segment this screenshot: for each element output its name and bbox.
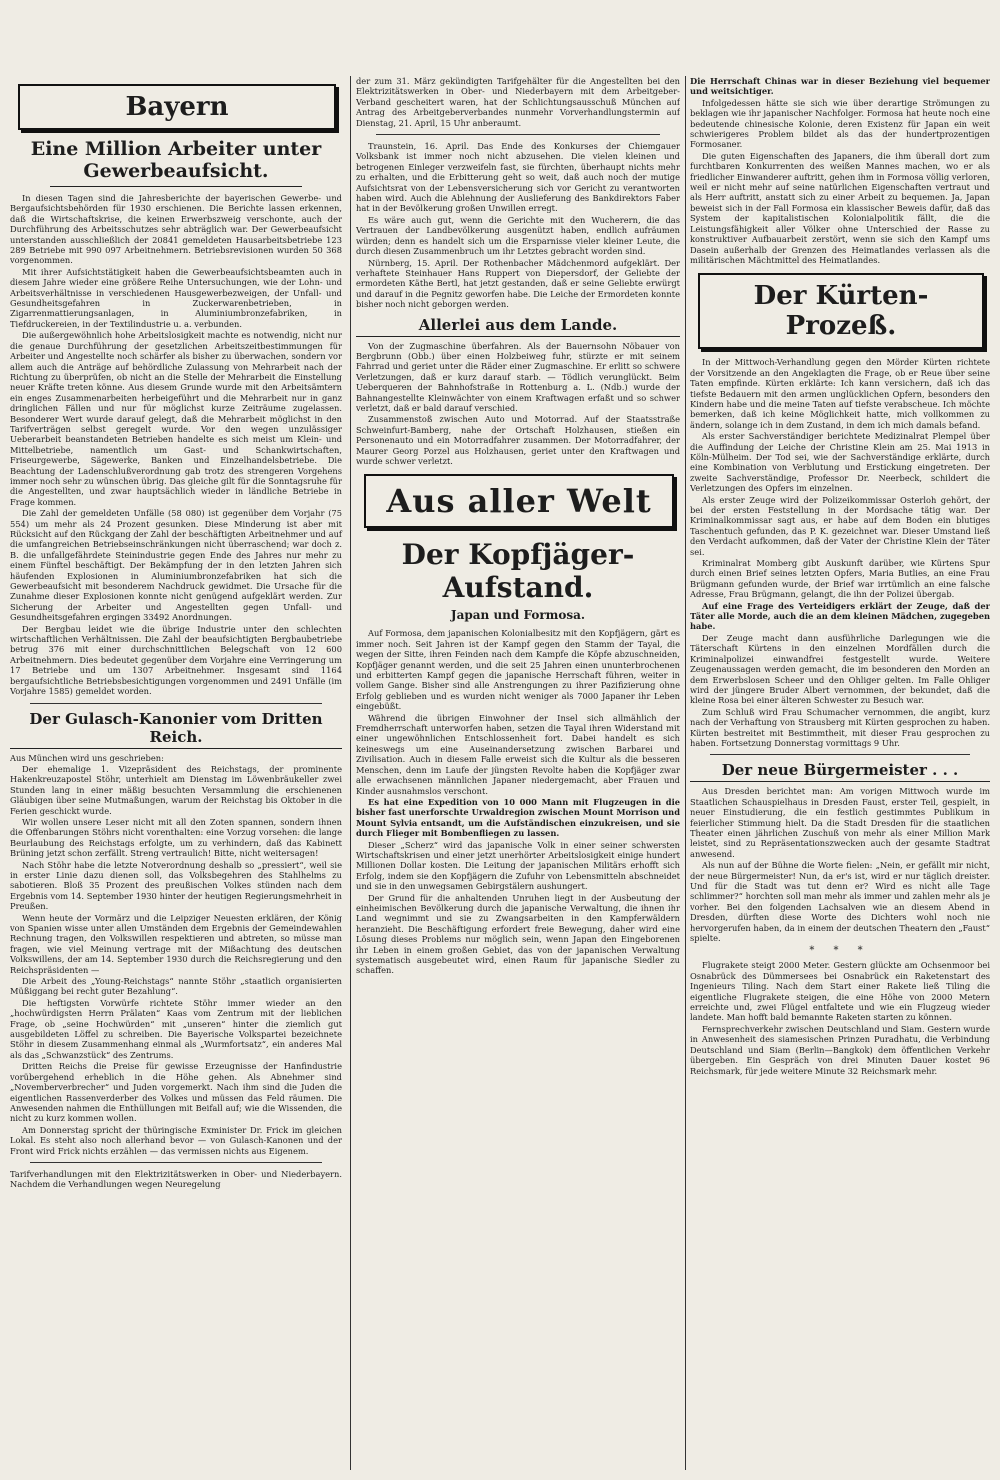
article-headline: Eine Million Arbeiter unter Gewerbeaufsicht. bbox=[30, 138, 322, 182]
article-paragraph: Dritten Reichs die Preise für gewisse Erzeugnisse der Hanfindustrie vorübergehend erheblich in die Höhe gehen. Als Abnehmer sind „Novemberverbrecher“ und Juden vorgemerkt. Nach ihm sind die Juden die eigentlichen Rassenverderber des Volkes und müssen das Feld räumen. Die Anwesenden nahmen die Enthüllungen mit Beifall auf; wie die Wissenden, die nicht zu kurz kommen wollen. bbox=[10, 1061, 342, 1124]
article-paragraph: Tarifverhandlungen mit den Elektrizitätswerken in Ober- und Niederbayern. Nachdem die Verhandlungen wegen Neuregelung bbox=[10, 1168, 342, 1190]
column-middle bbox=[356, 76, 680, 1470]
article-paragraph: In der Mittwoch-Verhandlung gegen den Mörder Kürten richtete der Vorsitzende an den Angeklagten die Frage, ob er Reue über seine Taten empfinde. Kürten erklärte: Ich kann versichern, daß ich das tiefste Bedauern mit den armen unglücklichen Opfern, besonders den Kindern habe und die meine Taten auf tiefste verabscheue. Ich möchte bemerken, daß ich keine Möglichkeit hatte, mich vollkommen zu ändern, solange ich in dem Zustand, in dem ich mich damals befand. bbox=[690, 357, 990, 430]
column-rule bbox=[685, 76, 686, 1470]
article-paragraph: Traunstein, 16. April. Das Ende des Konkurses der Chiemgauer Volksbank ist immer noch nicht abzusehen. Die vielen kleinen und betrogenen Einleger verzweifeln fast, sie fürchten, überhaupt nichts mehr zu erhalten, und die Erbitterung geht so weit, daß auch noch der mutige Aufsichtsrat von der Lebensversicherung sich vor Gericht zu verantworten haben wird. Auch die Ablehnung der Auslieferung des Bankdirektors Faber hat in der Bevölkerung großen Unwillen erregt. bbox=[356, 141, 680, 214]
article-paragraph: Die Zahl der gemeldeten Unfälle (58 080) ist gegenüber dem Vorjahr (75 554) um mehr als 24 Prozent gesunken. Diese Minderung ist aber mit Rücksicht auf den Rückgang der Zahl der beschäftigten Arbeitnehmer und auf die umfangreichen Betriebseinschränkungen nicht überraschend; war doch z. B. die unfallgefährdete Steinindustrie gegen Ende des Jahres nur mehr zu einem Fünftel beschäftigt. Der Bekämpfung der in den letzten Jahren sich häufenden Explosionen in Aluminiumbronzefabriken hat sich die Gewerbeaufsicht mit besonderem Nachdruck gewidmet. Die Ursache für die Zunahme dieser Explosionen konnte nicht genügend aufgeklärt werden. Zur Sicherung der Arbeiter und Angestellten gegen Unfall- und Gesundheitsgefahren ergingen 33492 Anordnungen. bbox=[10, 508, 342, 623]
article-paragraph: Flugrakete steigt 2000 Meter. Gestern glückte am Ochsenmoor bei Osnabrück des Dümmersees bei Osnabrück ein Raketenstart des Ingenieurs Tiling. Nach dem Start einer Rakete ließ Tiling die eigentliche Flugrakete steigen, die eine Höhe von 2000 Metern erreichte und, zwei Flügel entfaltete und wie ein Flugzeug wieder landete. Man hofft bald bemannte Raketen starten zu können. bbox=[690, 960, 990, 1023]
article-paragraph: Zusammenstoß zwischen Auto und Motorrad. Auf der Staatsstraße Schweinfurt-Bamberg, nahe der Ortschaft Holzhausen, stießen ein Personenauto und ein Motorradfahrer zusammen. Der Motorradfahrer, der Maurer Georg Porzel aus Holzhausen, geriet unter den Kraftwagen und wurde schwer verletzt. bbox=[356, 414, 680, 466]
column-right bbox=[690, 76, 990, 1470]
article-paragraph: Die guten Eigenschaften des Japaners, die ihm überall dort zum furchtbaren Konkurrenten des weißen Mannes machen, wo er als friedlicher Einwanderer auftritt, gehen ihm in Formosa völlig verloren, weil er nicht mehr auf seine natürlichen Eigenschaften vertraut und als Herr auftritt, anstatt sich zu einer Arbeit zu bequemen. Ja, Japan beweist sich in der Fall Formosa ein klassischer Beweis dafür, daß das System der kapitalistischen Kolonialpolitik fällt, die die Leistungsfähigkeit aller Völker ohne Unterschied der Rasse zu konstruktiver Aufbauarbeit zerstört, wenn sie sich den Kampf ums Dasein außerhalb der Grenzen des Heimatlandes verlassen als die militärischen Mächtmittel des Heimatlandes. bbox=[690, 150, 990, 265]
article-paragraph: Auf eine Frage des Verteidigers erklärt der Zeuge, daß der Täter alle Morde, auch die an dem kleinen Mädchen, zugegeben habe. bbox=[690, 600, 990, 632]
article-paragraph: Als erster Zeuge wird der Polizeikommissar Osterloh gehört, der bei der ersten Feststellung in der Mordsache tätig war. Der Kriminalkommissar sagt aus, er habe auf dem Boden ein blutiges Taschentuch gefunden, das P. K. gezeichnet war. Dieser Umstand ließ den Verdacht aufkommen, daß der Vater der Christine Klein der Täter sei. bbox=[690, 494, 990, 557]
article-paragraph: Der ehemalige 1. Vizepräsident des Reichstags, der prominente Hakenkreuzapostel Stöhr, unterhielt am Dienstag im Löwenbräukeller zwei Stunden lang in einer mäßig besuchten Versammlung die erschienenen Gläubigen über seine Mutmaßungen, warum der Reichstag bis Oktober in die Ferien geschickt wurde. bbox=[10, 763, 342, 816]
article-subheadline: Japan und Formosa. bbox=[450, 608, 586, 623]
section-heading-bayern: Bayern bbox=[18, 84, 336, 130]
section-heading-aus-aller-welt: Aus aller Welt bbox=[364, 474, 674, 528]
article-paragraph: Die heftigsten Vorwürfe richtete Stöhr immer wieder an den „hochwürdigsten Herrn Prälaten“ Kaas vom Zentrum mit der lieblichen Frage, ob „seine Hochwürden“ mit „unseren“ hinter die ziemlich gut ausgebildeten Löffel zu schreiben. Die Bayerische Volkspartei bezeichnete Stöhr in diesem Zusammenhang einmal als „Wurmfortsatz“, ein anderes Mal als das „Schwanzstück“ des Zentrums. bbox=[10, 997, 342, 1060]
article-paragraph: Nürnberg, 15. April. Der Rothenbacher Mädchenmord aufgeklärt. Der verhaftete Steinhauer Hans Ruppert von Diepersdorf, der Geliebte der ermordeten Käthe Bertl, hat jetzt gestanden, daß er seine Geliebte erwürgt und darauf in die Pegnitz geworfen habe. Die Leiche der Ermordeten konnte bisher noch nicht geborgen werden. bbox=[356, 257, 680, 310]
article-headline: Der Gulasch-Kanonier vom Dritten Reich. bbox=[10, 710, 342, 749]
article-paragraph: Als nun auf der Bühne die Worte fielen: „Nein, er gefällt mir nicht, der neue Bürgermeister! Nun, da er's ist, wird er nur täglich dreister. Und für die Stadt was tut denn er? Wird es nicht alle Tage schlimmer?“ horchten soll man mehr als immer und zahlen mehr als je vorher. Bei den folgenden Lachsalven wie an diesem Abend in Dresden, dürften diese Worte des Dichters wohl noch nie hervorgerufen haben, da in einem der deutschen Theatern den „Faust“ spielte. bbox=[690, 860, 990, 944]
article-paragraph: Mit ihrer Aufsichtstätigkeit haben die Gewerbeaufsichtsbeamten auch in diesem Jahre wieder eine größere Reihe Untersuchungen, wie der Lohn- und Arbeitsverhältnisse in verschiedenen Hausgewerbezweigen, der Unfall- und Gesundheitsgefahren in Zuckerwarenbetrieben, in Zigarrenmattierungsanlagen, in Aluminiumbronzefabriken, in Tiefdruckereien, in der Textilindustrie u. a. verbunden. bbox=[10, 266, 342, 329]
column-rule bbox=[350, 76, 351, 1470]
article-separator bbox=[30, 1162, 322, 1163]
article-paragraph: Aus Dresden berichtet man: Am vorigen Mittwoch wurde im Staatlichen Schauspielhaus in Dresden Faust, erster Teil, gespielt, in neuer Einstudierung, die ein festlich gestimmtes Publikum in feierlicher Stimmung hielt. Da die Stadt Dresden für die staatlichen Theater einen jährlichen Zuschuß von mehr als einer Million Mark leistet, sind zu Repräsentationszwecken auch der gesamte Stadtrat anwesend. bbox=[690, 786, 990, 859]
article-paragraph: Wenn heute der Vormärz und die Leipziger Neuesten erklären, der König von Spanien wisse unter allen Umständen dem Ergebnis der Gemeindewahlen Rechnung tragen, den Volkswillen respektieren und abtreten, so müsse man fragen, wie viel Meinung vertrage mit der Mißachtung des deutschen Volkswillens, der am 14. September 1930 durch die Reichsregierung und den Reichspräsidenten — bbox=[10, 912, 342, 975]
article-paragraph: Am Donnerstag spricht der thüringische Exminister Dr. Frick im gleichen Lokal. Es steht also noch allerhand bevor — von Gulasch-Kanonen und der Front wird Frick nichts erzählen — das vermissen nichts aus Eigenem. bbox=[10, 1124, 342, 1156]
article-headline: Der Kopfjäger-Aufstand. bbox=[401, 538, 635, 605]
article-paragraph: Zum Schluß wird Frau Schumacher vernommen, die angibt, kurz nach der Verhaftung von Strausberg mit Kürten gesprochen zu haben. Kürten bestreitet mit Bestimmtheit, mit dieser Frau gesprochen zu haben. Fortsetzung Donnerstag vormittags 9 Uhr. bbox=[690, 706, 990, 748]
headline-rule bbox=[50, 186, 302, 187]
article-separator bbox=[710, 754, 970, 755]
article-paragraph: Der Bergbau leidet wie die übrige Industrie unter den schlechten wirtschaftlichen Verhältnissen. Die Zahl der beaufsichtigten Bergbaubetriebe betrug 376 mit einer durchschnittlichen Belegschaft von 12 600 Arbeitnehmern. Dies bedeutet gegenüber dem Vorjahre eine Verringerung um 17 Betriebe und um 1307 Arbeitnehmer. Insgesamt sind 1164 bergaufsichtliche Betriebsbesichtigungen vorgenommen und 2491 Unfälle (im Vorjahre 1585) gemeldet worden. bbox=[10, 623, 342, 697]
section-heading-allerlei: Allerlei aus dem Lande. bbox=[356, 316, 680, 337]
ornament-stars: * * * bbox=[809, 945, 871, 957]
article-separator bbox=[30, 703, 322, 704]
article-paragraph: Fernsprechverkehr zwischen Deutschland und Siam. Gestern wurde in Anwesenheit des siamesischen Prinzen Puradhatu, die Verbindung Deutschland und Siam (Berlin—Bangkok) dem öffentlichen Verkehr übergeben. Ein Gespräch von drei Minuten Dauer kostet 96 Reichsmark, für jede weitere Minute 32 Reichsmark mehr. bbox=[690, 1023, 990, 1076]
article-paragraph: Nach Stöhr habe die letzte Notverordnung deshalb so „pressiert“, weil sie in erster Linie dazu dienen soll, das Volksbegehren des Stahlhelms zu sabotieren. Bloß 35 Prozent des preußischen Volkes stünden nach dem Ergebnis vom 14. September 1930 hinter der heutigen Regierungsmehrheit in Preußen. bbox=[10, 859, 342, 912]
article-paragraph: Kriminalrat Momberg gibt Auskunft darüber, wie Kürtens Spur durch einen Brief seines letzten Opfers, Maria Butlies, an eine Frau Brügmann gefunden wurde, der Brief war irrtümlich an eine falsche Adresse, Frau Brügmann, gelangt, die ihn der Polizei übergab. bbox=[690, 558, 990, 600]
dateline: Aus München wird uns geschrieben: bbox=[10, 752, 164, 763]
article-paragraph: Es wäre auch gut, wenn die Gerichte mit den Wucherern, die das Vertrauen der Landbevölkerung ausgenützt haben, endlich aufräumen würden; denn es handelt sich um die Ersparnisse vieler kleiner Leute, die durch diesen Zusammenbruch um ihr Letztes gebracht worden sind. bbox=[356, 214, 680, 257]
article-paragraph: Als erster Sachverständiger berichtete Medizinalrat Plempel über die Auffindung der Leiche der Christine Klein am 25. Mai 1913 in Köln-Mülheim. Der Tod sei, wie der Sachverständige erklärte, durch eine Kombination von Verblutung und Erstickung eingetreten. Der zweite Sachverständige, Professor Dr. Neerbeck, schildert die Verletzungen des Opfers im einzelnen. bbox=[690, 431, 990, 494]
article-paragraph: Die außergewöhnlich hohe Arbeitslosigkeit machte es notwendig, nicht nur die genaue Durchführung der gesetzlichen Arbeitszeitbestimmungen für Arbeiter und Angestellte noch schärfer als bisher zu überwachen, sondern vor allem auch die Anträge auf behördliche Zulassung von Mehrarbeit nach der Richtung zu überprüfen, ob nicht an die Stelle der Mehrarbeit die Einstellung neuer Kräfte treten könne. Aus diesem Grunde wurde mit den Arbeitsämtern ein enges Zusammenarbeiten herbeigeführt und die Mehrarbeit nur in ganz dringlichen Fällen und nur für möglichst kurze Zeiträume zugelassen. Besonderer Wert wurde darauf gelegt, daß die Mehrarbeit möglichst in den Tarifverträgen selbst geregelt wurde. Vor den wegen unzulässiger Ueberarbeit beanstandeten Betrieben handelte es sich meist um Klein- und Mittelbetriebe, namentlich um Gast- und Schankwirtschaften, Friseurgewerbe, Sägewerke, Banken und Einzelhandelsbetriebe. Die Beachtung der Ladenschlußverordnung gab trotz des strengeren Vorgehens immer noch sehr zu wünschen übrig. Das gleiche gilt für die Sonntagsruhe für die Angestellten, und zwar hauptsächlich wieder in ländliche Betriebe in Frage kommen. bbox=[10, 330, 342, 507]
article-paragraph: Auf Formosa, dem japanischen Kolonialbesitz mit den Kopfjägern, gärt es immer noch. Seit Jahren ist der Kampf gegen den Stamm der Tayal, die wegen der Sitte, ihren Feinden nach dem Kampfe die Köpfe abzuschneiden, Kopfjäger genannt werden, und die seit 25 Jahren einen ununterbrochenen und erbitterten Kampf gegen die japanische Herrschaft führen, weiter in vollem Gange. Bisher sind alle Anstrengungen zu ihrer Pazifizierung ohne Erfolg geblieben und es wurden nicht weniger als 7000 Japaner ihr Leben eingebüßt. bbox=[356, 628, 680, 712]
column-left bbox=[10, 76, 346, 1470]
article-paragraph: Die Herrschaft Chinas war in dieser Beziehung viel bequemer und weitsichtiger. bbox=[690, 76, 990, 97]
article-paragraph: Der Zeuge macht dann ausführliche Darlegungen wie die Täterschaft Kürtens in den einzelnen Mordfällen durch die Kriminalpolizei einwandfrei festgestellt wurde. Weitere Zeugenaussagen werden gemacht, die im besonderen den Morden an dem Erwerbslosen Scheer und den Ohliger gelten. Im Falle Ohliger wird der jüngere Bruder Albert vernommen, der bekundet, daß die kleine Rosa bei einer älteren Schwester zu Besuch war. bbox=[690, 632, 990, 706]
article-headline-kuerten: Der Kürten-Prozeß. bbox=[698, 273, 984, 349]
article-paragraph: Der Grund für die anhaltenden Unruhen liegt in der Ausbeutung der einheimischen Bevölkerung durch die japanische Verwaltung, die ihnen ihr Land wegnimmt und sie zu Zwangsarbeiten in den Kampferwäldern heranzieht. Die Beschäftigung erfordert freie Bewegung, daher wird eine Lösung dieses Problems nur möglich sein, wenn Japan den Eingeborenen ihr Leben in einem großen Gebiet, das von der japanischen Verwaltung systematisch ausgebeutet wird, einen Raum für japanische Siedler zu schaffen. bbox=[356, 892, 680, 976]
article-paragraph: Von der Zugmaschine überfahren. Als der Bauernsohn Nöbauer von Bergbrunn (Obb.) über einen Holzbeiweg fuhr, stürzte er mit seinem Fahrrad und geriet unter die Räder einer Zugmaschine. Er erlitt so schwere Verletzungen, daß er kurz darauf starb. — Tödlich verunglückt. Beim Ueberqueren der Bahnhofstraße in Rottenburg a. L. (Ndb.) wurde der Bahnangestellte Kleinwächter von einem Kraftwagen erfaßt und so schwer verletzt, daß er bald darauf verschied. bbox=[356, 340, 680, 413]
article-paragraph: der zum 31. März gekündigten Tarifgehälter für die Angestellten bei den Elektrizitätswerken in Ober- und Niederbayern mit dem Arbeitgeber-Verband gescheitert waren, hat der Schlichtungsausschuß München auf Antrag des Arbeitgeberverbandes nunmehr Vorverhandlungstermin auf Dienstag, 21. April, 15 Uhr anberaumt. bbox=[356, 76, 680, 128]
article-headline: Der neue Bürgermeister . . . bbox=[690, 761, 990, 782]
article-paragraph: Wir wollen unsere Leser nicht mit all den Zoten spannen, sondern ihnen die Offenbarungen Stöhrs nicht vorenthalten: eine Vorzug vorsehen: die lange Beurlaubung des Reichstags erfolgte, um zu verhindern, daß das Kabinett Brüning jetzt schon zerfällt. Streng vertraulich! Bitte, nicht weitersagen! bbox=[10, 816, 342, 859]
article-separator bbox=[376, 134, 660, 135]
article-paragraph: Die Arbeit des „Young-Reichstags“ nannte Stöhr „staatlich organisierten Müßiggang bei recht guter Bezahlung“. bbox=[10, 976, 342, 997]
article-paragraph: Während die übrigen Einwohner der Insel sich allmählich der Fremdherrschaft unterworfen haben, setzen die Tayal ihren Widerstand mit einer ungewöhnlichen Entschlossenheit fort. Dabei handelt es sich keineswegs um eine Auseinandersetzung zwischen Barbarei und Zivilisation. Auch in diesem Falle erweist sich die Kultur als die besseren Menschen, denn im Laufe der jüngsten Revolte haben die Kopfjäger zwar alle erwachsenen männlichen Japaner niedergemacht, aber Frauen und Kinder ausnahmslos verschont. bbox=[356, 712, 680, 796]
article-paragraph: Infolgedessen hätte sie sich wie über derartige Strömungen zu beklagen wie ihr japanischer Nachfolger. Formosa hat heute noch eine bedeutende chinesische Kolonie, deren Existenz für Japan ein weit schwierigeres Problem bildet als das der hundertprozentigen Formosaner. bbox=[690, 97, 990, 150]
article-paragraph: Dieser „Scherz“ wird das japanische Volk in einer seiner schwersten Wirtschaftskrisen und einer jetzt unerhörter Arbeitslosigkeit einige hundert Millionen Dollar kosten. Die Leitung der japanischen Militärs erhofft sich Erfolg, indem sie den Kopfjägern die Zufuhr von Lebensmitteln abschneidet und sie in den unwegsamen Gebirgstälern aushungert. bbox=[356, 839, 680, 892]
article-paragraph: In diesen Tagen sind die Jahresberichte der bayerischen Gewerbe- und Bergaufsichtsbehörden für 1930 erschienen. Die Berichte lassen erkennen, daß die Wirtschaftskrise, die keinen Erwerbszweig verschonte, auch der Durchführung des Arbeitsschutzes sehr abträglich war. Der Gewerbeaufsicht unterstanden ausschließlich der 20841 gemeldeten Hausarbeitsbetriebe 123 289 Betriebe mit 990 097 Arbeitnehmern. Betriebsrevisionen wurden 50 368 vorgenommen. bbox=[10, 193, 342, 266]
article-paragraph: Es hat eine Expedition von 10 000 Mann mit Flugzeugen in die bisher fast unerforschte Urwaldregion zwischen Mount Morrison und Mount Sylvia entsandt, um die Aufständischen einzukreisen, und sie durch Flieger mit Bombenfliegen zu lassen. bbox=[356, 796, 680, 839]
